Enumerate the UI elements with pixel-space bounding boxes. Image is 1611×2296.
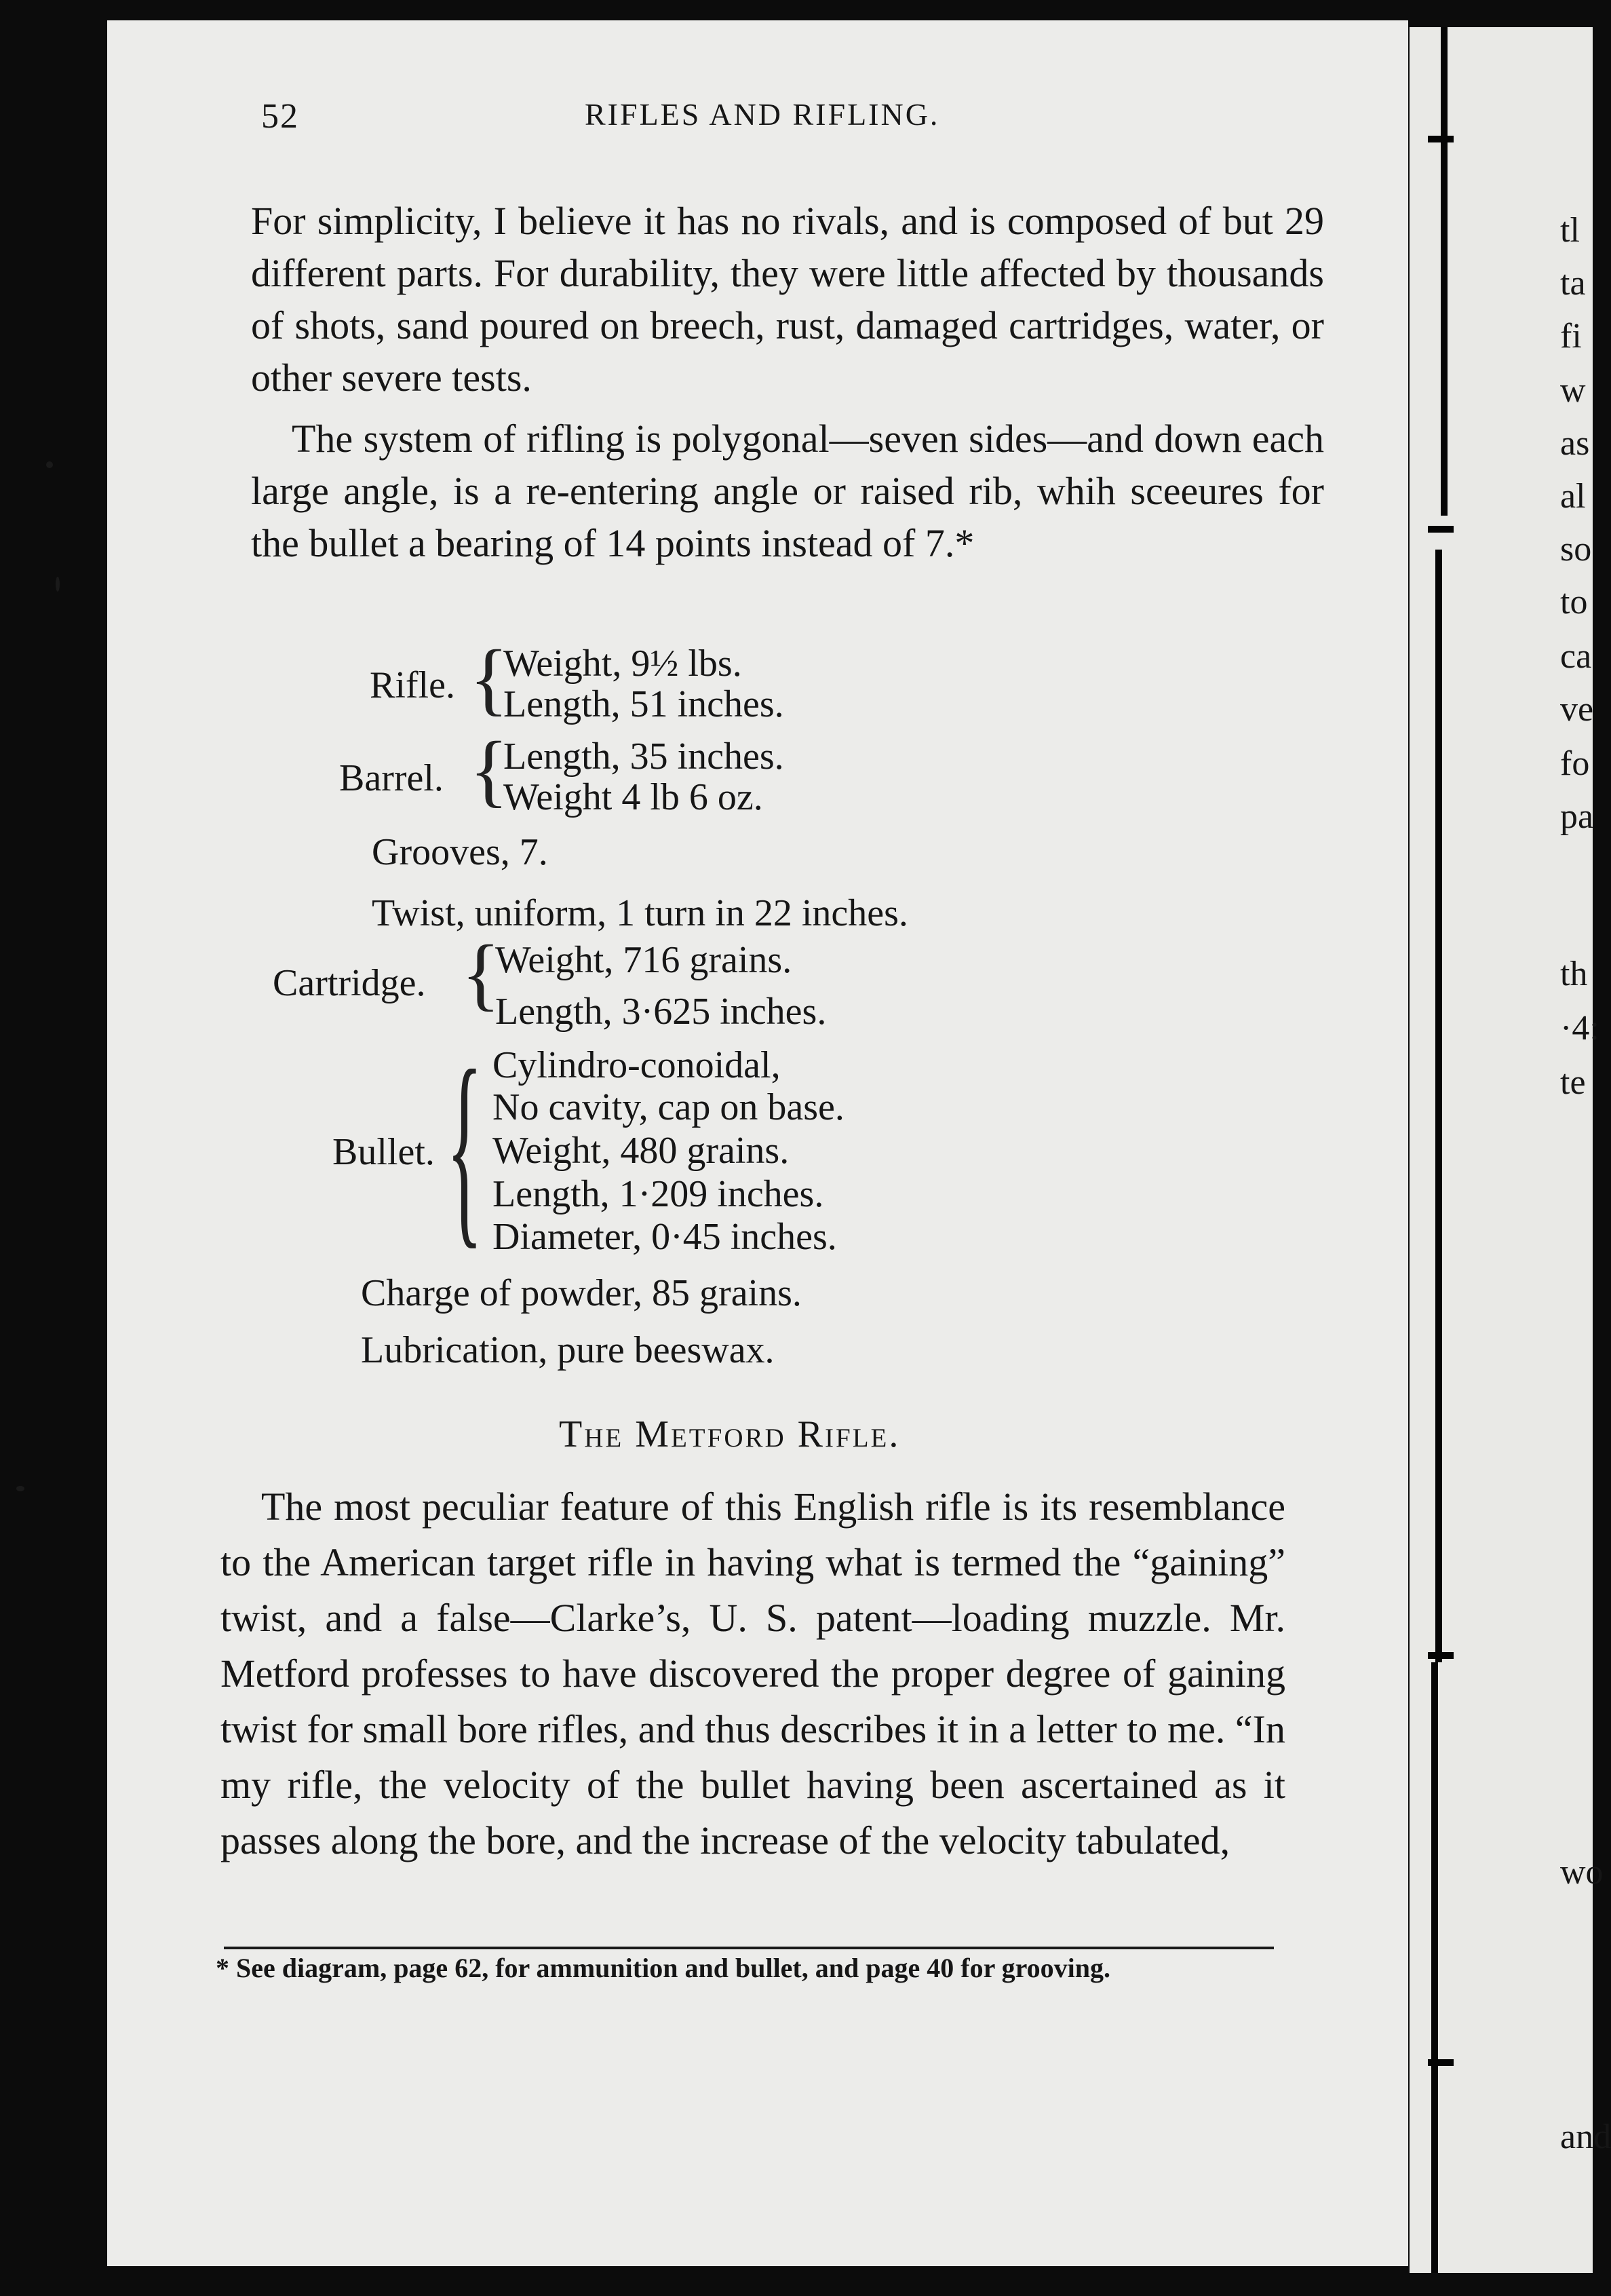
spec-label-rifle: Rifle. bbox=[370, 664, 455, 706]
spec-charge: Charge of powder, 85 grains. bbox=[361, 1272, 802, 1314]
gutter-rule-lower bbox=[1431, 1662, 1438, 2273]
facing-fragment: ta bbox=[1560, 264, 1586, 303]
facing-fragment: fo bbox=[1560, 744, 1590, 783]
facing-fragment: wo bbox=[1560, 1853, 1604, 1892]
spec-bullet-length: Length, 1·209 inches. bbox=[492, 1173, 824, 1215]
spec-barrel-weight: Weight 4 lb 6 oz. bbox=[503, 776, 763, 818]
spec-label-cartridge: Cartridge. bbox=[273, 962, 426, 1004]
spec-barrel-length: Length, 35 inches. bbox=[503, 735, 784, 778]
spec-label-bullet: Bullet. bbox=[332, 1131, 435, 1173]
facing-fragment: fi bbox=[1560, 317, 1582, 356]
facing-fragment: w bbox=[1560, 371, 1586, 410]
facing-fragment: tl bbox=[1560, 211, 1580, 250]
facing-fragment: te bbox=[1560, 1063, 1586, 1102]
facing-fragment: as bbox=[1560, 424, 1590, 463]
brace-cartridge: { bbox=[461, 928, 501, 1018]
paragraph-simplicity: For simplicity, I believe it has no rivals, and is composed of but 29 different parts. For durability, they were little affected by thousands of shots, sand poured on breech, rust, damaged cartridges, water, or other severe tests. bbox=[251, 199, 1324, 400]
spec-lubrication: Lubrication, pure beeswax. bbox=[361, 1329, 775, 1371]
gutter-rule-middle bbox=[1435, 550, 1442, 1662]
paragraph-rifling-system: The system of rifling is polygonal—seven sides—and down each large angle, is a re-entering angle or raised rib, whih sceeures for the bullet a bearing of 14 points instead of 7.* bbox=[251, 417, 1324, 565]
brace-rifle: { bbox=[469, 633, 509, 723]
spec-bullet-weight: Weight, 480 grains. bbox=[492, 1130, 790, 1172]
scan-speck bbox=[16, 1486, 24, 1491]
facing-fragment: ca bbox=[1560, 637, 1592, 676]
footnote-rule bbox=[224, 1947, 1274, 1949]
running-head-title: RIFLES AND RIFLING. bbox=[585, 97, 940, 132]
spec-cartridge-weight: Weight, 716 grains. bbox=[495, 939, 792, 981]
facing-fragment: al bbox=[1560, 477, 1586, 516]
scan-speck bbox=[46, 461, 53, 468]
facing-fragment: ·4: bbox=[1560, 1009, 1599, 1048]
gutter-tick bbox=[1428, 526, 1454, 533]
facing-fragment: ve bbox=[1560, 690, 1594, 729]
facing-fragment: to bbox=[1560, 583, 1588, 621]
spec-bullet-diameter: Diameter, 0·45 inches. bbox=[492, 1216, 837, 1258]
gutter-tick bbox=[1428, 2059, 1454, 2066]
spec-cartridge-length: Length, 3·625 inches. bbox=[495, 991, 827, 1033]
spec-grooves: Grooves, 7. bbox=[372, 831, 548, 873]
gutter-tick bbox=[1428, 136, 1454, 142]
paragraph-metford: The most peculiar feature of this English rifle is its resemblance to the American target rifle in having what is termed the “gaining” twist, and a false—Clarke’s, U. S. patent—loading muzzle. Mr. Metford professes to have discovered the proper degree of gaining twist for small bore rifles, and thus describes it in a letter to me. “In my rifle, the velocity of the bullet having been ascertained as it passes along the bore, and the increase of the velocity tabulated, bbox=[220, 1485, 1285, 1862]
spec-bullet-shape: Cylindro-conoidal, bbox=[492, 1044, 781, 1086]
spec-bullet-cavity: No cavity, cap on base. bbox=[492, 1086, 845, 1128]
facing-fragment: th bbox=[1560, 955, 1588, 993]
facing-fragment: and bbox=[1560, 2118, 1611, 2156]
spec-rifle-weight: Weight, 9½ lbs. bbox=[503, 643, 742, 685]
brace-barrel: { bbox=[469, 725, 509, 815]
spec-twist: Twist, uniform, 1 turn in 22 inches. bbox=[372, 892, 908, 934]
section-title-metford: The Metford Rifle. bbox=[559, 1413, 901, 1455]
gutter-tick bbox=[1428, 1652, 1454, 1659]
footnote: * See diagram, page 62, for ammunition and bullet, and page 40 for grooving. bbox=[216, 1953, 1110, 1983]
brace-bullet: { bbox=[446, 1027, 483, 1267]
gutter-rule-upper bbox=[1441, 27, 1448, 516]
scan-speck bbox=[56, 577, 60, 592]
spec-label-barrel: Barrel. bbox=[339, 757, 444, 799]
spec-rifle-length: Length, 51 inches. bbox=[503, 683, 784, 725]
facing-fragment: so bbox=[1560, 530, 1592, 569]
facing-fragment: pa bbox=[1560, 797, 1594, 836]
page-number: 52 bbox=[261, 97, 299, 136]
